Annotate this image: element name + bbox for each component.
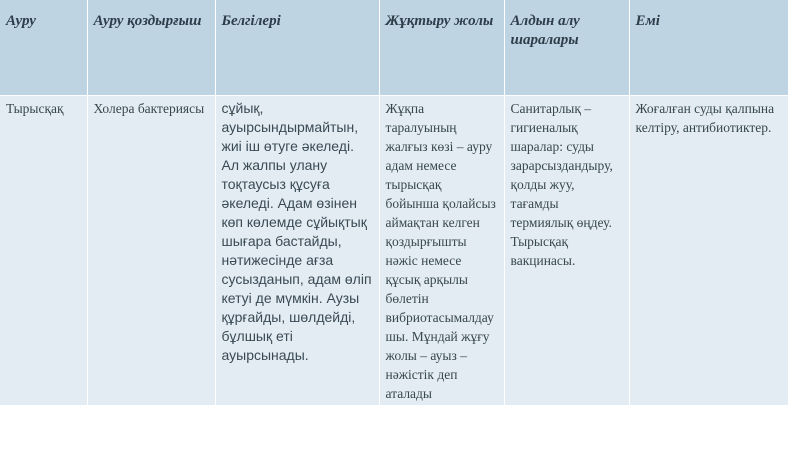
cell-pathogen: [87, 96, 215, 406]
header-prevention-label: Алдын алу шаралары: [510, 13, 580, 48]
cell-transmission: [379, 96, 504, 406]
header-transmission-label: Жұқтыру жолы: [385, 13, 494, 29]
header-pathogen-label: Ауру қоздырғыш: [93, 13, 202, 29]
cell-pathogen-text: Холера бактериясы: [93, 101, 205, 116]
cell-treatment-text: Жоғалған суды қалпына келтіру, антибиотиктер.: [635, 101, 775, 135]
cell-disease: [0, 96, 87, 406]
cell-treatment: [629, 96, 788, 406]
cell-symptoms-text: сұйық, ауырсындырмайтын, жиі іш өтуге әкеледі. Ал жалпы улану тоқтаусыз құсуға әкеледі. Адам өзінен көп көлемде сұйықтық шығара бастайды, нәтижесінде ағза сусызданып, адам өліп кетуі де мүмкін. Аузы құрғайды, шөлдейді, бұлшық еті ауырсынады.: [221, 100, 372, 363]
header-pathogen: [87, 0, 215, 96]
table-header-row: [0, 0, 788, 96]
header-symptoms-label: Белгілері: [221, 13, 281, 29]
cell-disease-text: Тырысқақ: [6, 101, 64, 116]
header-disease: [0, 0, 87, 96]
header-symptoms: [215, 0, 379, 96]
header-transmission: [379, 0, 504, 96]
table-row: [0, 96, 788, 406]
cell-prevention: [504, 96, 629, 406]
header-prevention: [504, 0, 629, 96]
header-disease-label: Ауру: [6, 13, 36, 29]
header-treatment-label: Емі: [635, 13, 660, 29]
cell-prevention-text: Санитарлық – гигиеналық шаралар: суды зарарсыздандыру, қолды жуу, тағамды термиялық өңдеу. Тырысқақ вакцинасы.: [510, 101, 613, 268]
header-treatment: [629, 0, 788, 96]
cell-transmission-text: Жұқпа таралуының жалғыз көзі – ауру адам немесе тырысқақ бойынша қолайсыз аймақтан келген қоздырғышты нәжіс немесе құсық арқылы бөлетін вибриотасымалдаушы. Мұндай жұғу жолы – ауыз – нәжістік деп аталады: [385, 101, 496, 401]
cell-symptoms: [215, 96, 379, 406]
